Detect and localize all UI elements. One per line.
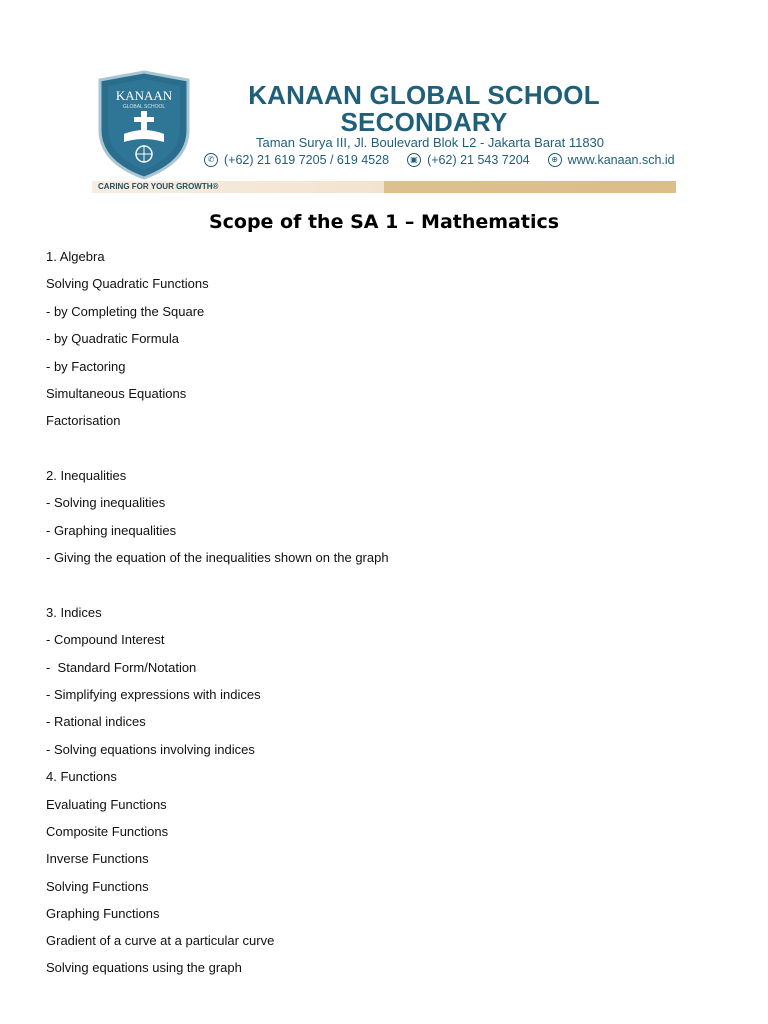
section-heading: 4. Functions [46,769,117,784]
list-item: - Compound Interest [46,632,165,647]
list-item: Gradient of a curve at a particular curve [46,933,275,948]
list-item: Solving Quadratic Functions [46,276,209,291]
list-item: - by Factoring [46,359,126,374]
list-item: - Solving equations involving indices [46,742,255,757]
fax-icon: ▣ [407,153,421,167]
svg-text:KANAAN: KANAAN [115,88,173,103]
list-item: Simultaneous Equations [46,386,187,401]
school-address: Taman Surya III, Jl. Boulevard Blok L2 - Jakarta Barat 11830 [255,135,605,150]
document-title: Scope of the SA 1 – Mathematics [208,211,560,233]
list-item: Inverse Functions [46,851,149,866]
list-item: - Giving the equation of the inequalities shown on the graph [46,550,389,565]
list-item: - Graphing inequalities [46,523,177,538]
list-item: Solving equations using the graph [46,960,242,975]
list-item: Solving Functions [46,879,149,894]
phone-icon: ✆ [204,153,218,167]
list-item: - by Completing the Square [46,304,205,319]
school-crest-logo [94,70,194,180]
svg-text:GLOBAL SCHOOL: GLOBAL SCHOOL [122,104,166,110]
website: www.kanaan.sch.id [567,153,675,167]
fax-number: (+62) 21 543 7204 [427,153,530,167]
list-item: Composite Functions [46,824,169,839]
letterhead [92,66,676,196]
list-item: Factorisation [46,413,121,428]
contact-line [204,153,675,167]
tagline: CARING FOR YOUR GROWTH® [98,182,219,191]
list-item: - Rational indices [46,714,146,729]
phone-number: (+62) 21 619 7205 / 619 4528 [224,153,390,167]
school-name: KANAAN GLOBAL SCHOOL SECONDARY [248,80,600,137]
globe-icon: ⊕ [548,153,562,167]
list-item: - Simplifying expressions with indices [46,687,261,702]
section-heading: 1. Algebra [46,249,105,264]
list-item: - Standard Form/Notation [46,660,197,675]
list-item: - by Quadratic Formula [46,331,179,346]
list-item: Graphing Functions [46,906,160,921]
section-heading: 3. Indices [46,605,102,620]
list-item: Evaluating Functions [46,797,167,812]
section-heading: 2. Inequalities [46,468,127,483]
list-item: - Solving inequalities [46,495,166,510]
